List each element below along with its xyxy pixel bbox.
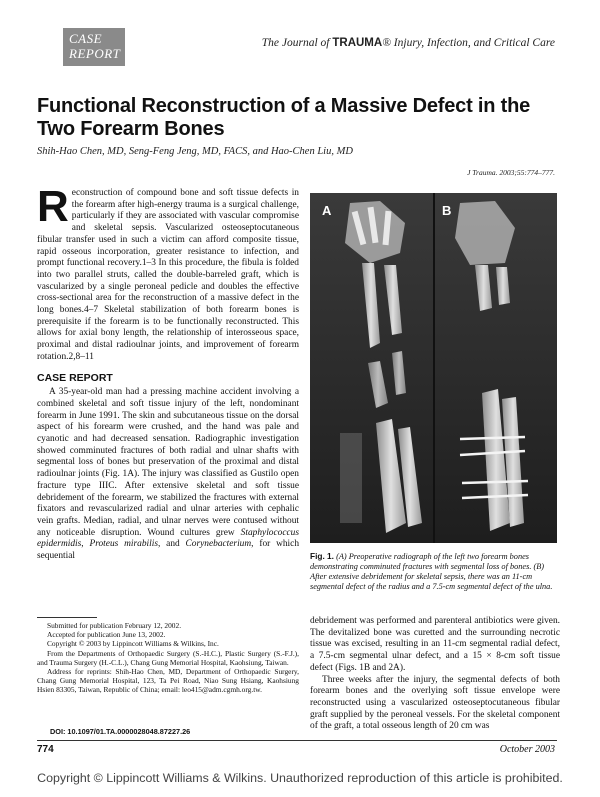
panel-a-label: A: [322, 203, 332, 218]
article-title: Functional Reconstruction of a Massive Defect in the Two Forearm Bones: [37, 95, 531, 140]
separator-2: , and: [157, 539, 186, 550]
doi: DOI: 10.1097/01.TA.0000028048.87227.26: [50, 727, 191, 736]
case-report-tail: , for which sequential: [37, 539, 300, 562]
badge-line-2: REPORT: [69, 46, 121, 61]
radiograph-image: [310, 193, 557, 543]
footnote-accepted: Accepted for publication June 13, 2002.: [47, 630, 166, 640]
case-report-badge: [63, 28, 125, 66]
journal-prefix: The Journal of: [261, 37, 333, 49]
footnotes: [37, 621, 299, 695]
case-report-text: A 35-year-old man had a pressing machine accident involving a combined skeletal and soft tissue injury of the left, nondominant forearm in June 1991. The skin and subcutaneous tissue on the dorsal aspect of his forearm were crushed, and the hand was pale and cyanotic and had decreased sensation. Radiographic investigation showed comminuted fractures of both radial and ulnar shafts with segmental loss of bones but preservation of the proximal and distal radioulnar joints (Fig. 1A). The injury was classified as Gustilo open fracture type IIIC. After extensive skeletal and soft tissue debridement of the forearm, we stabilized the fractures with external fixators and revascularized radial and ulnar arteries with cephalic vein grafts. Median, radial, and ulnar nerves were contused without any noticeable disruption. Wound cultures grew: [37, 387, 299, 538]
journal-suffix: ® Injury, Infection, and Critical Care: [382, 37, 555, 49]
figure-caption: [310, 551, 560, 592]
intro-text: econstruction of compound bone and soft tissue defects in the forearm after high-energy trauma is a surgical challenge, particularly if they are associated with vascular compromise and skeletal sepsis. Vascularized osteoseptocutaneous fibular transfer used in such a victim can afford composite tissue, rapid osseous incorporation, greater resistance to infection, and prompt functional recovery.1–3 In this procedure, the fibula is folded into two parallel struts, called the double-barreled graft, which is vascularized by a single peroneal pedicle and doubles the effective cross-sectional area for the reconstruction of a massive defect in the long bones.4–7 Skeletal stabilization of both forearm bones is prerequisite if the forearm is to be functionally reconstructed. This allows for axial bony length, the relationship of interosseous space, proximal and distal radioulnar joints, and improvement of forearm rotation.2,8–11: [37, 188, 299, 362]
page-number: 774: [37, 744, 54, 755]
article-authors: Shih-Hao Chen, MD, Seng-Feng Jeng, MD, FACS, and Hao-Chen Liu, MD: [37, 146, 353, 157]
panel-b-label: B: [442, 203, 452, 218]
separator-1: ,: [81, 539, 90, 550]
figure-1-radiograph: [310, 193, 557, 543]
copyright-notice: Copyright © Lippincott Williams & Wilkins. Unauthorized reproduction of this article is prohibited.: [37, 771, 563, 785]
article-citation: J Trauma. 2003;55:774–777.: [467, 168, 555, 177]
footnote-submitted: Submitted for publication February 12, 2002.: [47, 621, 182, 630]
footnote-rule: [37, 617, 97, 618]
caption-label: Fig. 1.: [310, 551, 334, 561]
caption-text: (A) Preoperative radiograph of the left two forearm bones demonstrating comminuted fractures with segmental loss of bones. (B) After extensive debridement for skeletal sepsis, there was an 11-cm segmental defect of the radius and a 7.5-cm segmental defect of the ulna.: [310, 552, 553, 591]
right-paragraph-2: Three weeks after the injury, the segmental defects of both forearm bones and the overlying soft tissue envelope were reconstructed using a vascularized osteoseptocutaneous fibular graft supplied by the peroneal vessels. For the skeletal component of the graft, a total osseous length of 20 cm was: [310, 674, 560, 732]
case-report-heading: CASE REPORT: [37, 371, 113, 384]
badge-line-1: CASE: [69, 31, 103, 46]
footnote-affiliation: From the Departments of Orthopaedic Surgery (S.-H.C.), Plastic Surgery (S.-F.J.), and Trauma Surgery (H.-C.L.), Chang Gung Memorial Hospital, Kaohsiung, Taiwan.: [37, 648, 299, 667]
organism-3: Corynebacterium: [185, 539, 252, 550]
right-column: [310, 616, 560, 733]
journal-header: [262, 37, 555, 49]
intro-paragraph: [37, 182, 299, 364]
issue-date: October 2003: [499, 744, 555, 755]
footer-rule: [37, 740, 557, 741]
organism-1: Staphylococcus epidermidis: [37, 527, 299, 550]
footnote-copyright: Copyright © 2003 by Lippincott Williams & Wilkins, Inc.: [47, 639, 219, 649]
journal-name: TRAUMA: [332, 37, 383, 49]
drop-cap: R: [37, 182, 69, 231]
right-paragraph-1: debridement was performed and parenteral antibiotics were given. The devitalized bone was curetted and the surrounding necrotic tissue was excised, resulting in an 11-cm segmental radial defect, a 7.5-cm segmental ulnar defect, and a 15 × 8-cm soft tissue defect (Figs. 1B and 2A).: [310, 616, 560, 673]
case-report-paragraph: [37, 387, 299, 563]
footnote-reprints: Address for reprints: Shih-Hao Chen, MD, Department of Orthopaedic Surgery, Chang Gung Memorial Hospital, 123, Ta Pei Road, Niao Sung Hsiang, Kaohsiung Hsien 83305, Taiwan, Republic of China; email: leo415@adm.cgmh.org.tw.: [37, 667, 299, 695]
organism-2: Proteus mirabilis: [89, 539, 158, 550]
left-column: [37, 182, 300, 563]
